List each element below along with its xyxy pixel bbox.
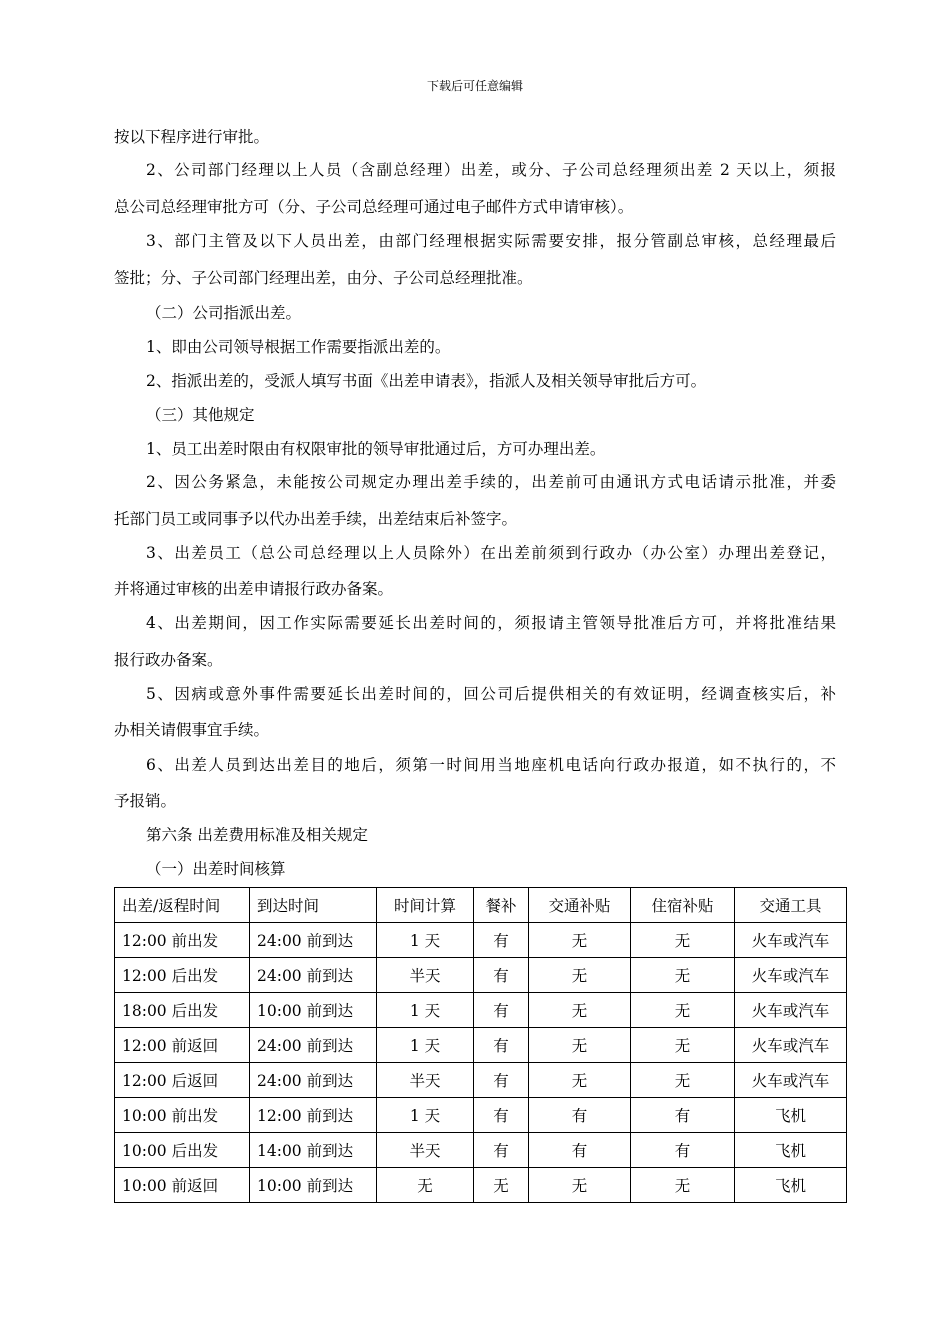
paragraph-line: 办相关请假事宜手续。 (114, 721, 270, 739)
table-cell: 18:00 后出发 (115, 993, 250, 1028)
table-cell: 10:00 前返回 (115, 1168, 250, 1203)
table-row (115, 958, 847, 993)
header-cell: 时间计算 (377, 888, 474, 923)
table-cell: 无 (529, 1168, 631, 1203)
table-cell: 24:00 前到达 (250, 1063, 377, 1098)
table-cell: 有 (529, 1133, 631, 1168)
table-cell: 有 (474, 1133, 529, 1168)
header-cell: 交通补贴 (529, 888, 631, 923)
table-cell: 有 (631, 1098, 735, 1133)
table-cell: 无 (631, 993, 735, 1028)
table-cell: 12:00 前返回 (115, 1028, 250, 1063)
table-row (115, 1168, 847, 1203)
table-cell: 飞机 (735, 1133, 847, 1168)
header-cell: 交通工具 (735, 888, 847, 923)
table-cell: 12:00 后返回 (115, 1063, 250, 1098)
table-cell: 无 (377, 1168, 474, 1203)
table-cell: 有 (474, 923, 529, 958)
table-row (115, 993, 847, 1028)
paragraph-line: 总公司总经理审批方可（分、子公司总经理可通过电子邮件方式申请审核）。 (114, 198, 634, 216)
table-row (115, 1098, 847, 1133)
paragraph-line: 3、部门主管及以下人员出差，由部门经理根据实际需要安排，报分管副总审核，总经理最后 (146, 232, 836, 250)
table-cell: 无 (529, 1028, 631, 1063)
table-row (115, 1133, 847, 1168)
table-cell: 1 天 (377, 1028, 474, 1063)
table-row (115, 1063, 847, 1098)
table-cell: 半天 (377, 958, 474, 993)
paragraph-line: 并将通过审核的出差申请报行政办备案。 (114, 580, 394, 598)
table-cell: 1 天 (377, 923, 474, 958)
table-cell: 无 (631, 923, 735, 958)
page-header: 下载后可任意编辑 (426, 79, 523, 93)
section-heading: （二）公司指派出差。 (146, 304, 302, 322)
table-cell: 24:00 前到达 (250, 958, 377, 993)
table-cell: 有 (474, 1063, 529, 1098)
table-row (115, 1028, 847, 1063)
travel-time-table (114, 887, 847, 1203)
header-cell: 餐补 (474, 888, 529, 923)
table-cell: 10:00 前到达 (250, 993, 377, 1028)
paragraph-line: 2、指派出差的，受派人填写书面《出差申请表》，指派人及相关领导审批后方可。 (146, 372, 707, 390)
table-cell: 火车或汽车 (735, 1028, 847, 1063)
header-cell: 到达时间 (250, 888, 377, 923)
paragraph-line: 托部门员工或同事予以代办出差手续，出差结束后补签字。 (114, 510, 518, 528)
paragraph-line: 1、员工出差时限由有权限审批的领导审批通过后，方可办理出差。 (146, 440, 606, 458)
table-cell: 飞机 (735, 1098, 847, 1133)
table-cell: 有 (529, 1098, 631, 1133)
table-cell: 火车或汽车 (735, 1063, 847, 1098)
table-cell: 10:00 前到达 (250, 1168, 377, 1203)
table-cell: 1 天 (377, 993, 474, 1028)
table-cell: 12:00 后出发 (115, 958, 250, 993)
table-cell: 有 (474, 1098, 529, 1133)
table-cell: 无 (529, 1063, 631, 1098)
table-cell: 无 (631, 1063, 735, 1098)
table-cell: 24:00 前到达 (250, 1028, 377, 1063)
article-heading: 第六条 出差费用标准及相关规定 (146, 826, 368, 844)
table-cell: 半天 (377, 1063, 474, 1098)
paragraph-line: 6、出差人员到达出差目的地后，须第一时间用当地座机电话向行政办报道，如不执行的，不 (146, 756, 836, 774)
table-cell: 无 (631, 1168, 735, 1203)
table-cell: 飞机 (735, 1168, 847, 1203)
table-cell: 半天 (377, 1133, 474, 1168)
table-cell: 24:00 前到达 (250, 923, 377, 958)
table-cell: 无 (474, 1168, 529, 1203)
table-row (115, 923, 847, 958)
section-heading: （三）其他规定 (146, 406, 255, 424)
table-cell: 无 (631, 958, 735, 993)
paragraph-line: 4、出差期间，因工作实际需要延长出差时间的，须报请主管领导批准后方可，并将批准结果 (146, 614, 836, 632)
table-cell: 无 (529, 993, 631, 1028)
table-cell: 无 (529, 958, 631, 993)
table-cell: 1 天 (377, 1098, 474, 1133)
header-cell: 出差/返程时间 (115, 888, 250, 923)
table-cell: 12:00 前到达 (250, 1098, 377, 1133)
paragraph-line: 按以下程序进行审批。 (114, 128, 270, 146)
paragraph-line: 1、即由公司领导根据工作需要指派出差的。 (146, 338, 451, 356)
paragraph-line: 报行政办备案。 (114, 651, 223, 669)
paragraph-line: 签批；分、子公司部门经理出差，由分、子公司总经理批准。 (114, 269, 533, 287)
table-cell: 火车或汽车 (735, 923, 847, 958)
table-cell: 无 (529, 923, 631, 958)
table-header-row (115, 888, 847, 923)
table-cell: 10:00 后出发 (115, 1133, 250, 1168)
table-cell: 12:00 前出发 (115, 923, 250, 958)
table-cell: 无 (631, 1028, 735, 1063)
header-cell: 住宿补贴 (631, 888, 735, 923)
paragraph-line: 予报销。 (114, 792, 177, 810)
paragraph-line: 2、公司部门经理以上人员（含副总经理）出差，或分、子公司总经理须出差 2 天以上，须报 (146, 161, 836, 179)
table-cell: 14:00 前到达 (250, 1133, 377, 1168)
table-cell: 有 (631, 1133, 735, 1168)
paragraph-line: 5、因病或意外事件需要延长出差时间的，回公司后提供相关的有效证明，经调查核实后，补 (146, 685, 836, 703)
table-cell: 火车或汽车 (735, 958, 847, 993)
table-cell: 有 (474, 958, 529, 993)
paragraph-line: 3、出差员工（总公司总经理以上人员除外）在出差前须到行政办（办公室）办理出差登记， (146, 544, 836, 562)
table-cell: 10:00 前出发 (115, 1098, 250, 1133)
paragraph-line: 2、因公务紧急，未能按公司规定办理出差手续的，出差前可由通讯方式电话请示批准，并委 (146, 473, 836, 491)
table-cell: 有 (474, 993, 529, 1028)
table-cell: 有 (474, 1028, 529, 1063)
section-heading: （一）出差时间核算 (146, 860, 286, 878)
table-cell: 火车或汽车 (735, 993, 847, 1028)
